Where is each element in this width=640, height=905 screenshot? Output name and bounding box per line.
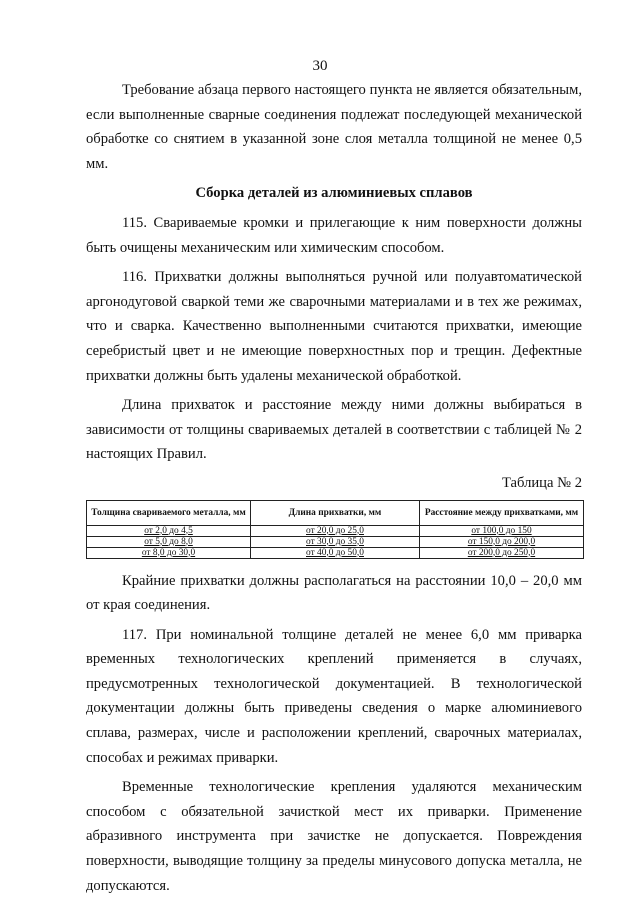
paragraph-extreme-tacks: Крайние прихватки должны располагаться на расстоянии 10,0 – 20,0 мм от края соединения. bbox=[86, 572, 582, 614]
page-content bbox=[86, 78, 582, 898]
table-row bbox=[87, 525, 584, 536]
section-heading: Сборка деталей из алюминиевых сплавов bbox=[195, 185, 473, 202]
paragraph-intro: Требование абзаца первого настоящего пункта не является обязательным, если выполненные сварные соединения подлежат последующей механической обработке со снятием в указанной зоне слоя металла толщиной не менее 0,5 мм. bbox=[86, 82, 582, 172]
page-number: 30 bbox=[312, 58, 328, 74]
table-caption: Таблица № 2 bbox=[502, 474, 582, 491]
paragraph-temporary-fixtures: Временные технологические крепления удаляются механическим способом с обязательной зачисткой мест их приварки. Применение абразивного инструмента при зачистке не допускается. Повреждения поверхности, выводящие толщину за пределы минусового допуска металла, не допускаются. bbox=[86, 779, 582, 894]
tack-weld-table bbox=[86, 500, 584, 559]
table-header-spacing: Расстояние между прихватками, мм bbox=[419, 500, 583, 525]
paragraph-115: 115. Свариваемые кромки и прилегающие к ним поверхности должны быть очищены механическим или химическим способом. bbox=[86, 214, 582, 256]
table-cell: от 100,0 до 150 bbox=[419, 525, 583, 536]
table-cell: от 40,0 до 50,0 bbox=[251, 547, 420, 558]
table-cell: от 8,0 до 30,0 bbox=[87, 547, 251, 558]
table-cell: от 200,0 до 250,0 bbox=[419, 547, 583, 558]
paragraph-117: 117. При номинальной толщине деталей не менее 6,0 мм приварка временных технологических креплений применяется в случаях, предусмотренных технологической документацией. В технологической документации должны быть приведены сведения о марке алюминиевого сплава, размерах, числе и расположении креплений, сварочных материалах, способах и режимах приварки. bbox=[86, 626, 582, 766]
table-cell: от 20,0 до 25,0 bbox=[251, 525, 420, 536]
table-header-thickness: Толщина свариваемого металла, мм bbox=[87, 500, 251, 525]
paragraph-tack-length: Длина прихваток и расстояние между ними должны выбираться в зависимости от толщины свариваемых деталей в соответствии с таблицей № 2 настоящих Правил. bbox=[86, 397, 582, 463]
table-row bbox=[87, 536, 584, 547]
paragraph-116: 116. Прихватки должны выполняться ручной или полуавтоматической аргонодуговой сваркой теми же сварочными материалами и в тех же режимах, что и сварка. Качественно выполненными считаются прихватки, имеющие серебристый цвет и не имеющие поверхностных пор и трещин. Дефектные прихватки должны быть удалены механической обработкой. bbox=[86, 269, 582, 384]
table-cell: от 150,0 до 200,0 bbox=[419, 536, 583, 547]
table-cell: от 2,0 до 4,5 bbox=[87, 525, 251, 536]
table-cell: от 30,0 до 35,0 bbox=[251, 536, 420, 547]
table-cell: от 5,0 до 8,0 bbox=[87, 536, 251, 547]
table-row bbox=[87, 547, 584, 558]
table-header-tack-length: Длина прихватки, мм bbox=[251, 500, 420, 525]
table-header-row bbox=[87, 500, 584, 525]
